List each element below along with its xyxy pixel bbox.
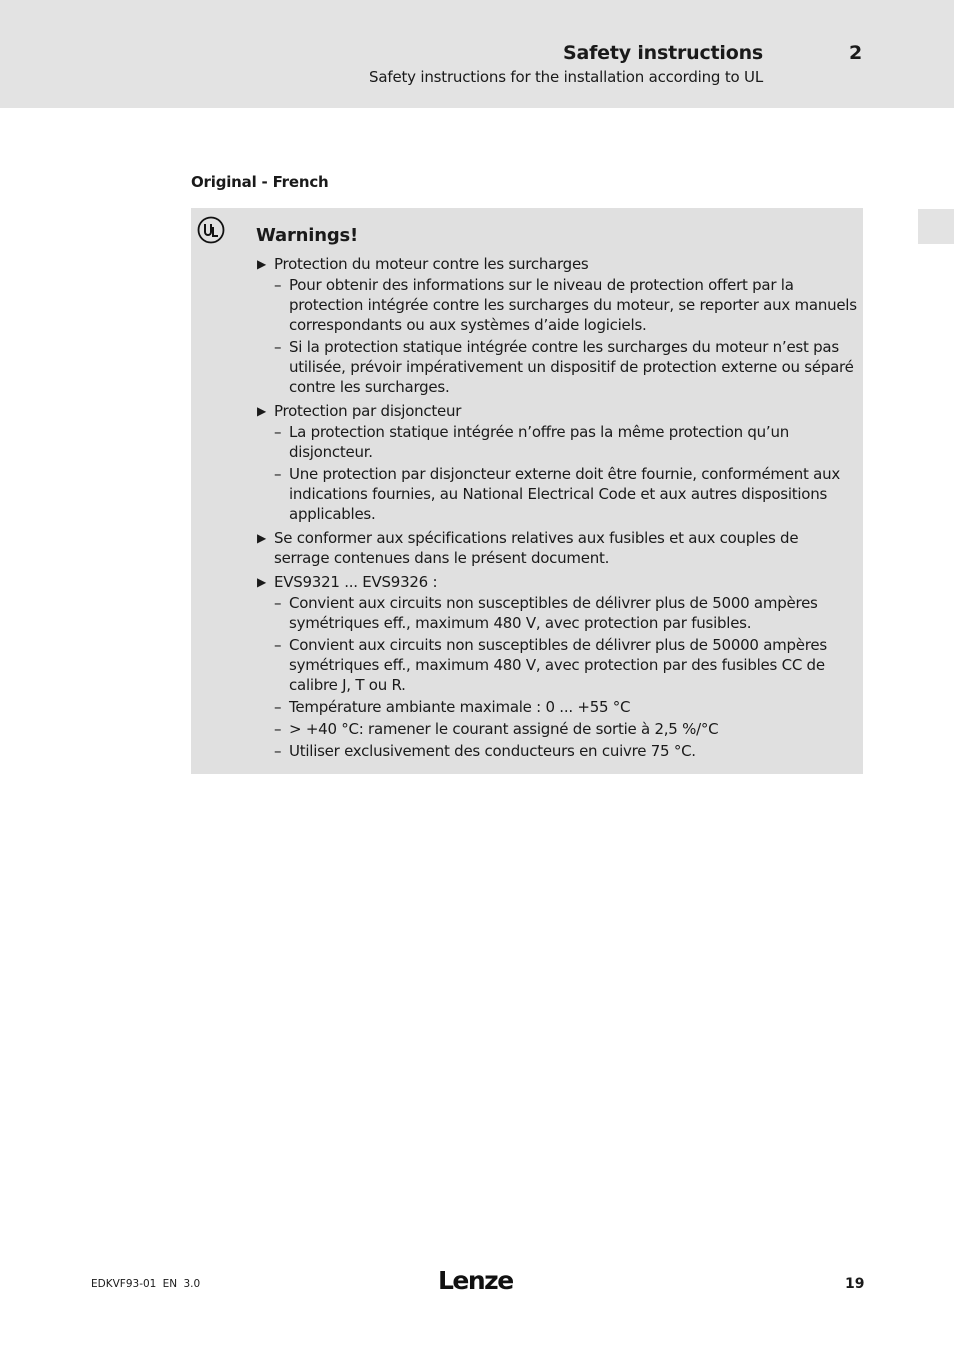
page-header (0, 0, 954, 108)
sub-item (274, 635, 857, 695)
warning-title: Warnings! (256, 225, 359, 246)
warning-bullet (257, 254, 857, 397)
section-label: Original - French (191, 173, 329, 191)
warning-box (191, 208, 863, 774)
chapter-number: 2 (849, 42, 863, 64)
sub-item-list (274, 275, 857, 397)
sub-item-list (274, 593, 857, 761)
triangle-bullet-icon: ▶ (257, 404, 266, 418)
bullet-text: Protection du moteur contre les surcharges (274, 255, 589, 273)
dash-bullet: – (274, 636, 282, 654)
sub-item (274, 464, 857, 524)
document-code: EDKVF93-01 EN 3.0 (91, 1278, 201, 1290)
sub-item (274, 337, 857, 397)
sub-item (274, 697, 857, 717)
dash-bullet: – (274, 465, 282, 483)
warning-bullet (257, 401, 857, 524)
triangle-bullet-icon: ▶ (257, 257, 266, 271)
sub-item-list (274, 422, 857, 524)
bullet-text: Se conformer aux spécifications relatives aux fusibles et aux couples de serrage contenues dans le présent document. (274, 529, 799, 567)
bullet-text: Protection par disjoncteur (274, 402, 462, 420)
dash-bullet: – (274, 338, 282, 356)
sub-item (274, 275, 857, 335)
sub-item (274, 422, 857, 462)
triangle-bullet-icon: ▶ (257, 575, 266, 589)
warning-bullet (257, 572, 857, 761)
dash-bullet: – (274, 742, 282, 760)
warning-list (257, 254, 857, 765)
sub-item-text: Une protection par disjoncteur externe doit être fournie, conformément aux indications fournies, au National Electrical Code et aux autres dispositions applicables. (289, 465, 841, 523)
sub-item-text: Convient aux circuits non susceptibles de délivrer plus de 5000 ampères symétriques eff., maximum 480 V, avec protection par fusibles. (289, 594, 818, 632)
warning-bullet (257, 528, 857, 568)
chapter-side-tab (918, 209, 954, 244)
lenze-logo: Lenze (438, 1266, 513, 1295)
sub-item (274, 719, 857, 739)
dash-bullet: – (274, 594, 282, 612)
dash-bullet: – (274, 423, 282, 441)
dash-bullet: – (274, 720, 282, 738)
dash-bullet: – (274, 276, 282, 294)
sub-item-text: Température ambiante maximale : 0 ... +55 °C (289, 698, 631, 716)
sub-item-text: Si la protection statique intégrée contre les surcharges du moteur n’est pas utilisée, prévoir impérativement un dispositif de protection externe ou séparé contre les surcharges. (289, 338, 854, 396)
sub-item (274, 741, 857, 761)
triangle-bullet-icon: ▶ (257, 531, 266, 545)
sub-item-text: Utiliser exclusivement des conducteurs en cuivre 75 °C. (289, 742, 696, 760)
header-title: Safety instructions (562, 42, 763, 64)
sub-item-text: Convient aux circuits non susceptibles de délivrer plus de 50000 ampères symétriques eff., maximum 480 V, avec protection par des fusibles CC de calibre J, T ou R. (289, 636, 827, 694)
ul-mark-icon (196, 215, 226, 245)
sub-item-text: Pour obtenir des informations sur le niveau de protection offert par la protection intégrée contre les surcharges du moteur, se reporter aux manuels correspondants ou aux systèmes d’aide logiciels. (289, 276, 857, 334)
sub-item-text: La protection statique intégrée n’offre pas la même protection qu’un disjoncteur. (289, 423, 789, 461)
sub-item-text: > +40 °C: ramener le courant assigné de sortie à 2,5 %/°C (289, 720, 719, 738)
page-number: 19 (845, 1276, 865, 1292)
bullet-text: EVS9321 ... EVS9326 : (274, 573, 438, 591)
sub-item (274, 593, 857, 633)
dash-bullet: – (274, 698, 282, 716)
header-subtitle: Safety instructions for the installation according to UL (369, 68, 763, 86)
